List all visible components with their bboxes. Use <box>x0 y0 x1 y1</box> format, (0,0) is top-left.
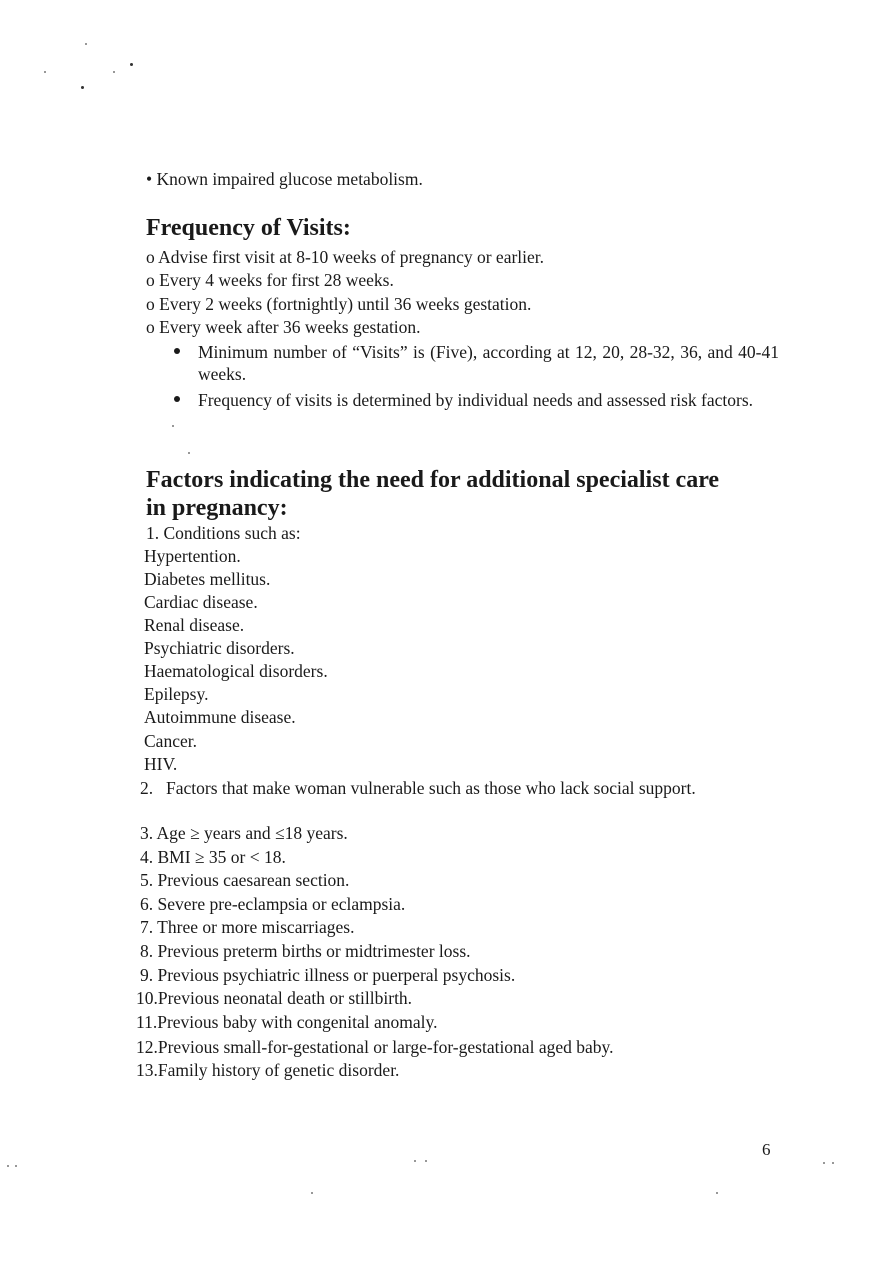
factors-item: 8. Previous preterm births or midtrimester loss. <box>140 941 471 961</box>
frequency-bullet: Minimum number of “Visits” is (Five), according at 12, 20, 28-32, 36, and 40-41 weeks. <box>198 342 779 384</box>
factors-heading-cont: in pregnancy: <box>146 495 288 521</box>
scan-speck <box>311 1192 313 1194</box>
bullet-icon <box>174 396 180 402</box>
scan-speck <box>113 71 115 73</box>
factors-heading: Factors indicating the need for additional specialist care <box>146 467 720 493</box>
factors-item: 9. Previous psychiatric illness or puerperal psychosis. <box>140 965 516 985</box>
scan-speck <box>130 63 133 66</box>
scan-speck <box>172 425 174 427</box>
scan-speck <box>425 1160 427 1162</box>
factors-item: 1. Conditions such as: <box>146 523 301 543</box>
frequency-item: o Advise first visit at 8-10 weeks of pregnancy or earlier. <box>146 247 545 267</box>
factors-item: 13.Family history of genetic disorder. <box>136 1060 400 1080</box>
scan-speck <box>188 452 190 454</box>
condition-item: Psychiatric disorders. <box>144 638 295 658</box>
frequency-item: o Every week after 36 weeks gestation. <box>146 317 421 337</box>
factors-item: 4. BMI ≥ 35 or < 18. <box>140 847 286 867</box>
factors-item: 5. Previous caesarean section. <box>140 870 350 890</box>
factors-item: 10.Previous neonatal death or stillbirth. <box>136 988 413 1008</box>
factors-item: 12.Previous small-for-gestational or large-for-gestational aged baby. <box>136 1037 614 1057</box>
factors-item: Factors that make woman vulnerable such as those who lack social support. <box>166 778 696 798</box>
factors-item: 3. Age ≥ years and ≤18 years. <box>140 823 348 843</box>
factors-item: 6. Severe pre-eclampsia or eclampsia. <box>140 894 406 914</box>
frequency-item: o Every 4 weeks for first 28 weeks. <box>146 270 394 290</box>
scan-speck <box>823 1162 825 1164</box>
condition-item: Renal disease. <box>144 615 245 635</box>
condition-item: HIV. <box>144 754 178 774</box>
scan-speck <box>85 43 87 45</box>
scan-speck <box>44 71 46 73</box>
factors-item-number: 2. <box>140 778 154 798</box>
condition-item: Diabetes mellitus. <box>144 569 271 589</box>
page-number: 6 <box>762 1140 771 1159</box>
bullet-icon <box>174 348 180 354</box>
frequency-heading: Frequency of Visits: <box>146 215 351 241</box>
scan-speck <box>7 1165 9 1167</box>
scan-speck <box>15 1165 17 1167</box>
condition-item: Autoimmune disease. <box>144 707 296 727</box>
condition-item: Hypertention. <box>144 546 241 566</box>
scan-speck <box>81 86 84 89</box>
scan-speck <box>716 1192 718 1194</box>
scan-speck <box>832 1162 834 1164</box>
frequency-item: o Every 2 weeks (fortnightly) until 36 weeks gestation. <box>146 294 532 314</box>
condition-item: Cardiac disease. <box>144 592 258 612</box>
intro-bullet: • Known impaired glucose metabolism. <box>146 169 423 189</box>
condition-item: Epilepsy. <box>144 684 209 704</box>
scan-speck <box>414 1160 416 1162</box>
factors-item: 7. Three or more miscarriages. <box>140 917 355 937</box>
factors-item: 11.Previous baby with congenital anomaly. <box>136 1012 438 1032</box>
condition-item: Cancer. <box>144 731 197 751</box>
condition-item: Haematological disorders. <box>144 661 328 681</box>
frequency-bullet: Frequency of visits is determined by individual needs and assessed risk factors. <box>198 390 754 410</box>
